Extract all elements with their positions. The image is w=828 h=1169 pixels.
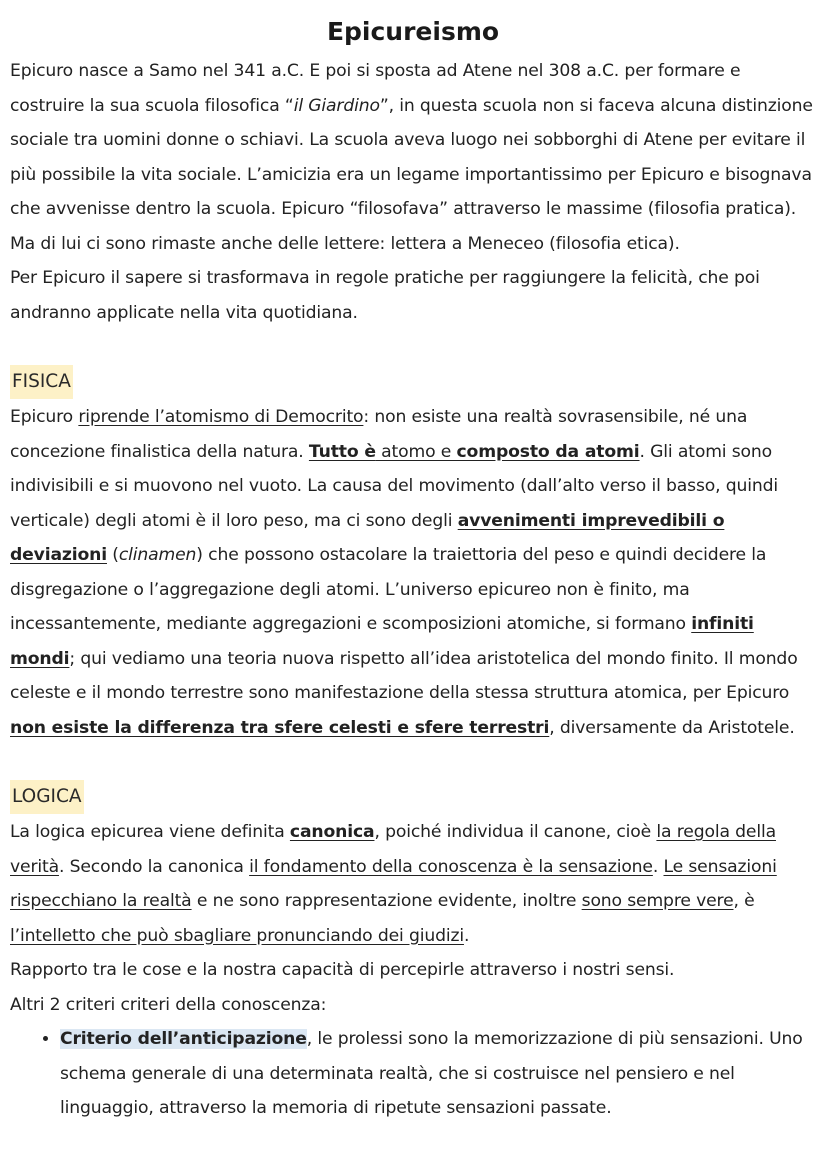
logica-t7: .: [652, 856, 664, 877]
fisica-heading: FISICA: [10, 365, 73, 399]
criterio-text: , le prolessi sono la memorizzazione di più sensazioni. Uno schema generale di una determinata realtà, che si costruisce nel pensiero e nel linguaggio, attraverso la memoria di ripetute sensazioni passate.: [60, 1029, 803, 1118]
fisica-t13: ; qui vediamo una teoria nuova rispetto all’idea aristotelica del mondo finito. Il mondo celeste e il mondo terrestre sono manifestazione della stessa struttura atomica, per Epicuro: [10, 648, 798, 703]
logica-regola-verita: la regola della verità: [10, 822, 776, 877]
intro-paragraph-1: [10, 54, 816, 261]
fisica-atomo-e: atomo e: [375, 441, 457, 462]
fisica-t3: : non esiste una realtà sovrasensibile, né una concezione finalistica della natura.: [10, 407, 748, 462]
fisica-t9: (: [106, 545, 119, 565]
logica-canonica: canonica: [289, 822, 375, 842]
logica-sempre-vere: sono sempre vere: [581, 891, 734, 911]
page-title: Epicureismo: [326, 17, 500, 46]
criteria-list: [10, 1022, 816, 1126]
logica-paragraph-3: Altri 2 criteri criteri della conoscenza:: [10, 994, 327, 1015]
fisica-infiniti-mondi: infiniti mondi: [10, 614, 754, 669]
logica-intelletto: l’intelletto che può sbagliare pronunciando dei giudizi: [10, 925, 464, 946]
logica-t5: . Secondo la canonica: [58, 856, 250, 877]
fisica-heading-wrap: [10, 364, 816, 400]
logica-heading-wrap: [10, 779, 816, 815]
logica-sensazioni: Le sensazioni rispecchiano la realtà: [10, 856, 777, 911]
fisica-clinamen: clinamen: [118, 545, 197, 565]
logica-t11: , è: [733, 891, 755, 911]
intro-paragraph-2: Per Epicuro il sapere si trasformava in regole pratiche per raggiungere la felicità, che poi andranno applicate nella vita quotidiana.: [10, 268, 760, 323]
logica-paragraph-1: [10, 815, 816, 953]
fisica-sfere: non esiste la differenza tra sfere celesti e sfere terrestri: [10, 717, 550, 738]
intro-text-b: ”, in questa scuola non si faceva alcuna distinzione sociale tra uomini donne o schiavi. La scuola aveva luogo nei sobborghi di Atene per evitare il più possibile la vita sociale. L’amicizia era un legame importantissimo per Epicuro e bisognava che avvenisse dentro la scuola. Epicuro “filosofava” attraverso le massime (filosofia pratica). Ma di lui ci sono rimaste anche delle lettere: lettera a Meneceo (filosofia etica).: [10, 95, 813, 254]
logica-t3: , poiché individua il canone, cioè: [374, 822, 657, 842]
intro-text-a: Epicuro nasce a Samo nel 341 a.C. E poi si sposta ad Atene nel 308 a.C. per formare e costruire la sua scuola filosofica “: [10, 61, 741, 116]
document-page: [10, 14, 816, 1126]
fisica-t11: ) che possono ostacolare la traiettoria del peso e quindi decidere la disgregazione o l’aggregazione degli atomi. L’universo epicureo non è finito, ma incessantemente, mediante aggregazioni e scomposizioni atomiche, si formano: [10, 545, 767, 634]
logica-heading: LOGICA: [10, 780, 84, 814]
logica-t9: e ne sono rappresentazione evidente, inoltre: [191, 891, 582, 911]
criterio-anticipazione: Criterio dell’anticipazione: [60, 1029, 307, 1049]
section-gap: [10, 745, 816, 779]
logica-paragraph-2: Rapporto tra le cose e la nostra capacità di percepirle attraverso i nostri sensi.: [10, 960, 675, 980]
fisica-t15: , diversamente da Aristotele.: [549, 717, 795, 738]
list-item: [60, 1022, 816, 1126]
fisica-t1: Epicuro: [10, 407, 79, 427]
logica-fondamento: il fondamento della conoscenza è la sensazione: [249, 856, 653, 877]
fisica-t7: . Gli atomi sono indivisibili e si muovono nel vuoto. La causa del movimento (dall’alto verso il basso, quindi verticale) degli atomi è il loro peso, ma ci sono degli: [10, 441, 779, 531]
section-gap: [10, 330, 816, 364]
fisica-composto-da-atomi: composto da atomi: [456, 441, 640, 462]
fisica-paragraph: [10, 400, 816, 745]
giardino-italic: il Giardino: [293, 95, 380, 116]
fisica-tutto-e: Tutto è: [308, 441, 376, 462]
fisica-democrito-underline: riprende l’atomismo di Democrito: [78, 407, 364, 427]
logica-t1: La logica epicurea viene definita: [10, 822, 290, 842]
fisica-avvenimenti: avvenimenti imprevedibili o deviazioni: [10, 510, 725, 565]
logica-t13: .: [463, 925, 470, 946]
